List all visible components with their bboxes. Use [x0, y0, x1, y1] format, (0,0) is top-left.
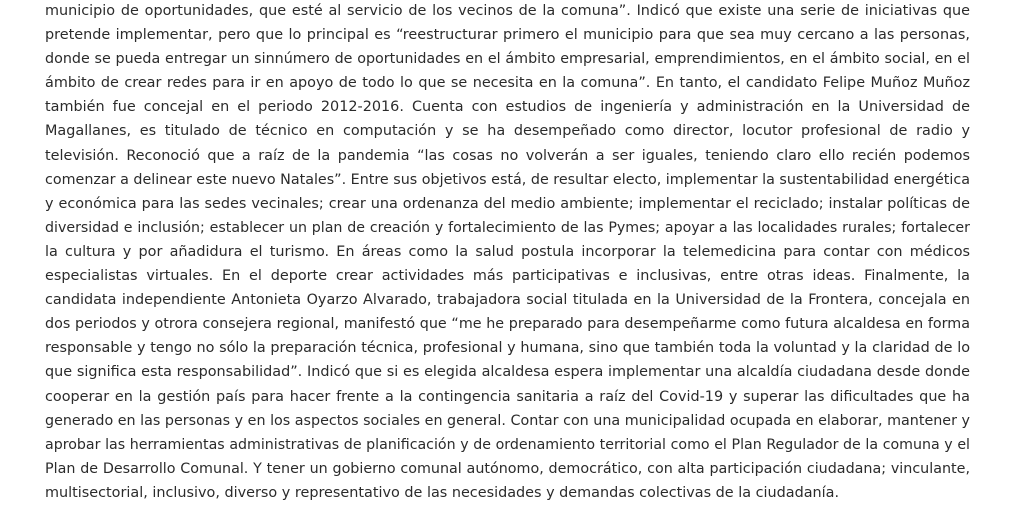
article-line: especialistas virtuales. En el deporte crear actividades más participativas e inclusivas, entre otras ideas. Finalmente, la: [45, 268, 970, 285]
article-line: donde se pueda entregar un sinnúmero de oportunidades en el ámbito empresarial, emprendimientos, en el ámbito social, en el: [45, 51, 970, 68]
article-line: y económica para las sedes vecinales; crear una ordenanza del medio ambiente; implementar el reciclado; instalar políticas de: [45, 195, 970, 212]
article-line: cooperar en la gestión país para hacer frente a la contingencia sanitaria a raíz del Covid-19 y superar las dificultades que ha: [45, 388, 970, 405]
article-line: también fue concejal en el periodo 2012-2016. Cuenta con estudios de ingeniería y administración en la Universidad de: [45, 99, 970, 116]
article-line: municipio de oportunidades, que esté al servicio de los vecinos de la comuna”. Indicó que existe una serie de iniciativas que: [45, 3, 970, 19]
article-line: dos periodos y otrora consejera regional, manifestó que “me he preparado para desempeñarme como futura alcaldesa en forma: [45, 316, 970, 333]
article-line: candidata independiente Antonieta Oyarzo Alvarado, trabajadora social titulada en la Universidad de la Frontera, concejala en: [45, 292, 970, 309]
article-line: ámbito de crear redes para ir en apoyo de todo lo que se necesita en la comuna”. En tanto, el candidato Felipe Muñoz Muñoz: [45, 75, 970, 92]
article-line: diversidad e inclusión; establecer un plan de creación y fortalecimiento de las Pymes; apoyar a las localidades rurales; fortalecer: [45, 219, 970, 236]
article-line: televisión. Reconoció que a raíz de la pandemia “las cosas no volverán a ser iguales, teniendo claro ello recién podemos: [45, 147, 970, 164]
article-line: la cultura y por añadidura el turismo. En áreas como la salud postula incorporar la telemedicina para contar con médicos: [45, 243, 970, 260]
article-line: Plan de Desarrollo Comunal. Y tener un gobierno comunal autónomo, democrático, con alta participación ciudadana; vinculante,: [45, 460, 970, 477]
article-line: Magallanes, es titulado de técnico en computación y se ha desempeñado como director, locutor profesional de radio y: [45, 123, 970, 140]
article-line: generado en las personas y en los aspectos sociales en general. Contar con una municipalidad ocupada en elaborar, mantener y: [45, 412, 970, 429]
article-paragraph: [45, 0, 970, 505]
article-line: comenzar a delinear este nuevo Natales”. Entre sus objetivos está, de resultar electo, implementar la sustentabilidad energética: [45, 171, 970, 188]
article-line: pretende implementar, pero que lo principal es “reestructurar primero el municipio para que sea muy cercano a las personas,: [45, 27, 970, 44]
article-line: multisectorial, inclusivo, diverso y representativo de las necesidades y demandas colectivas de la ciudadanía.: [45, 484, 840, 501]
article-line: que significa esta responsabilidad”. Indicó que si es elegida alcaldesa espera implementar una alcaldía ciudadana desde donde: [45, 364, 970, 381]
article-line: aprobar las herramientas administrativas de planificación y de ordenamiento territorial como el Plan Regulador de la comuna y el: [45, 436, 970, 453]
article-line: responsable y tengo no sólo la preparación técnica, profesional y humana, sino que también toda la voluntad y la claridad de lo: [45, 340, 970, 357]
